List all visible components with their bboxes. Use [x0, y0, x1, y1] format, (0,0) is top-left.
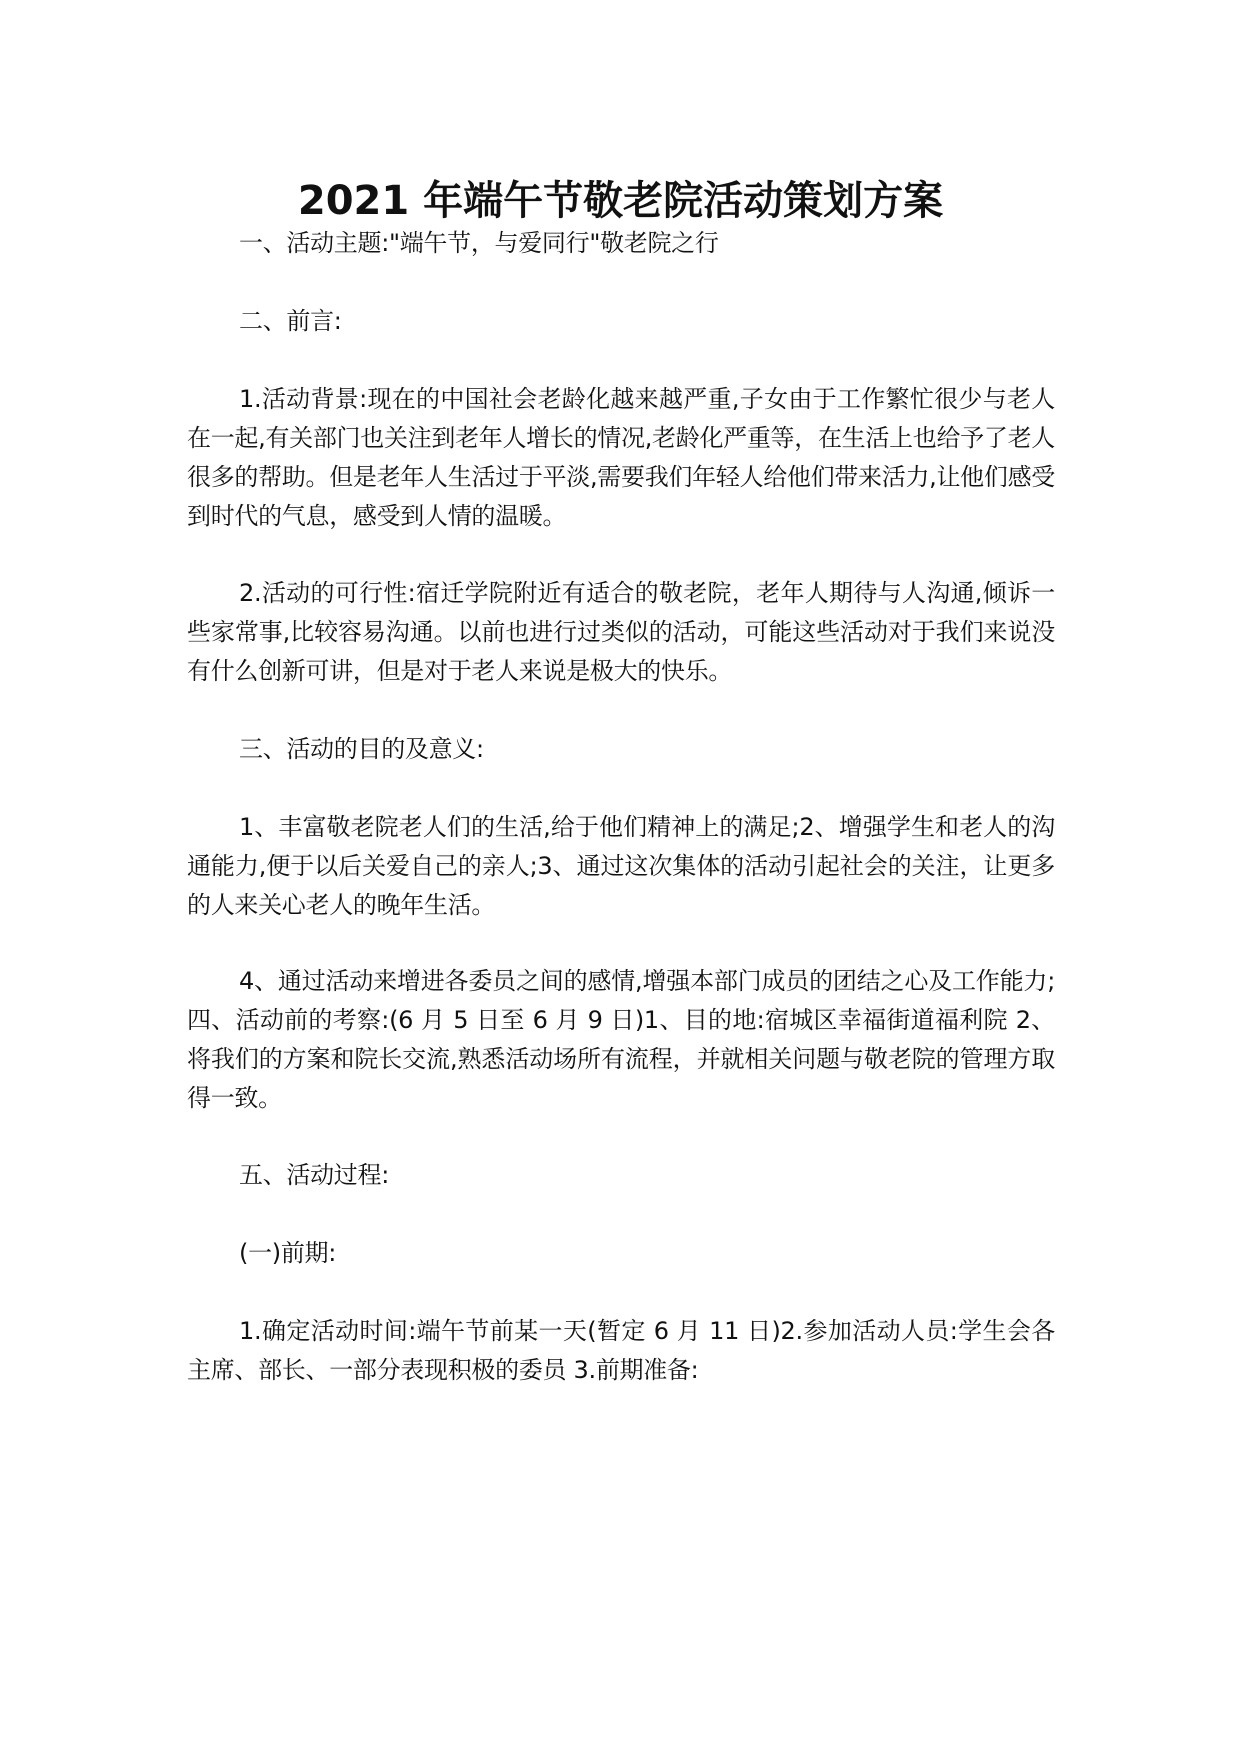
section-heading-theme: 一、活动主题:"端午节，与爱同行"敬老院之行	[239, 229, 719, 257]
paragraph-purpose-list: 1、丰富敬老院老人们的生活,给于他们精神上的满足;2、增强学生和老人的沟通能力,便于以后关爱自己的亲人;3、通过这次集体的活动引起社会的关注，让更多的人来关心老人的晚年生活。	[187, 813, 1055, 919]
section-heading-process: 五、活动过程:	[239, 1161, 389, 1189]
paragraph-inspection: 4、通过活动来增进各委员之间的感情,增强本部门成员的团结之心及工作能力;四、活动前的考察:(6 月 5 日至 6 月 9 日)1、目的地:宿城区幸福街道福利院 2、将我们的方案和院长交流,熟悉活动场所有流程，并就相关问题与敬老院的管理方取得一致。	[187, 967, 1055, 1112]
subsection-heading-early-stage: (一)前期:	[239, 1239, 337, 1267]
paragraph-early-stage-details: 1.确定活动时间:端午节前某一天(暂定 6 月 11 日)2.参加活动人员:学生会各主席、部长、一部分表现积极的委员 3.前期准备:	[187, 1317, 1055, 1384]
section-heading-purpose: 三、活动的目的及意义:	[239, 735, 484, 763]
paragraph-feasibility: 2.活动的可行性:宿迁学院附近有适合的敬老院，老年人期待与人沟通,倾诉一些家常事,比较容易沟通。以前也进行过类似的活动，可能这些活动对于我们来说没有什么创新可讲，但是对于老人来说是极大的快乐。	[187, 579, 1055, 685]
document-title: 2021 年端午节敬老院活动策划方案	[297, 178, 944, 224]
section-heading-preface: 二、前言:	[239, 307, 342, 335]
paragraph-background: 1.活动背景:现在的中国社会老龄化越来越严重,子女由于工作繁忙很少与老人在一起,有关部门也关注到老年人增长的情况,老龄化严重等，在生活上也给予了老人很多的帮助。但是老年人生活过于平淡,需要我们年轻人给他们带来活力,让他们感受到时代的气息，感受到人情的温暖。	[187, 385, 1055, 530]
